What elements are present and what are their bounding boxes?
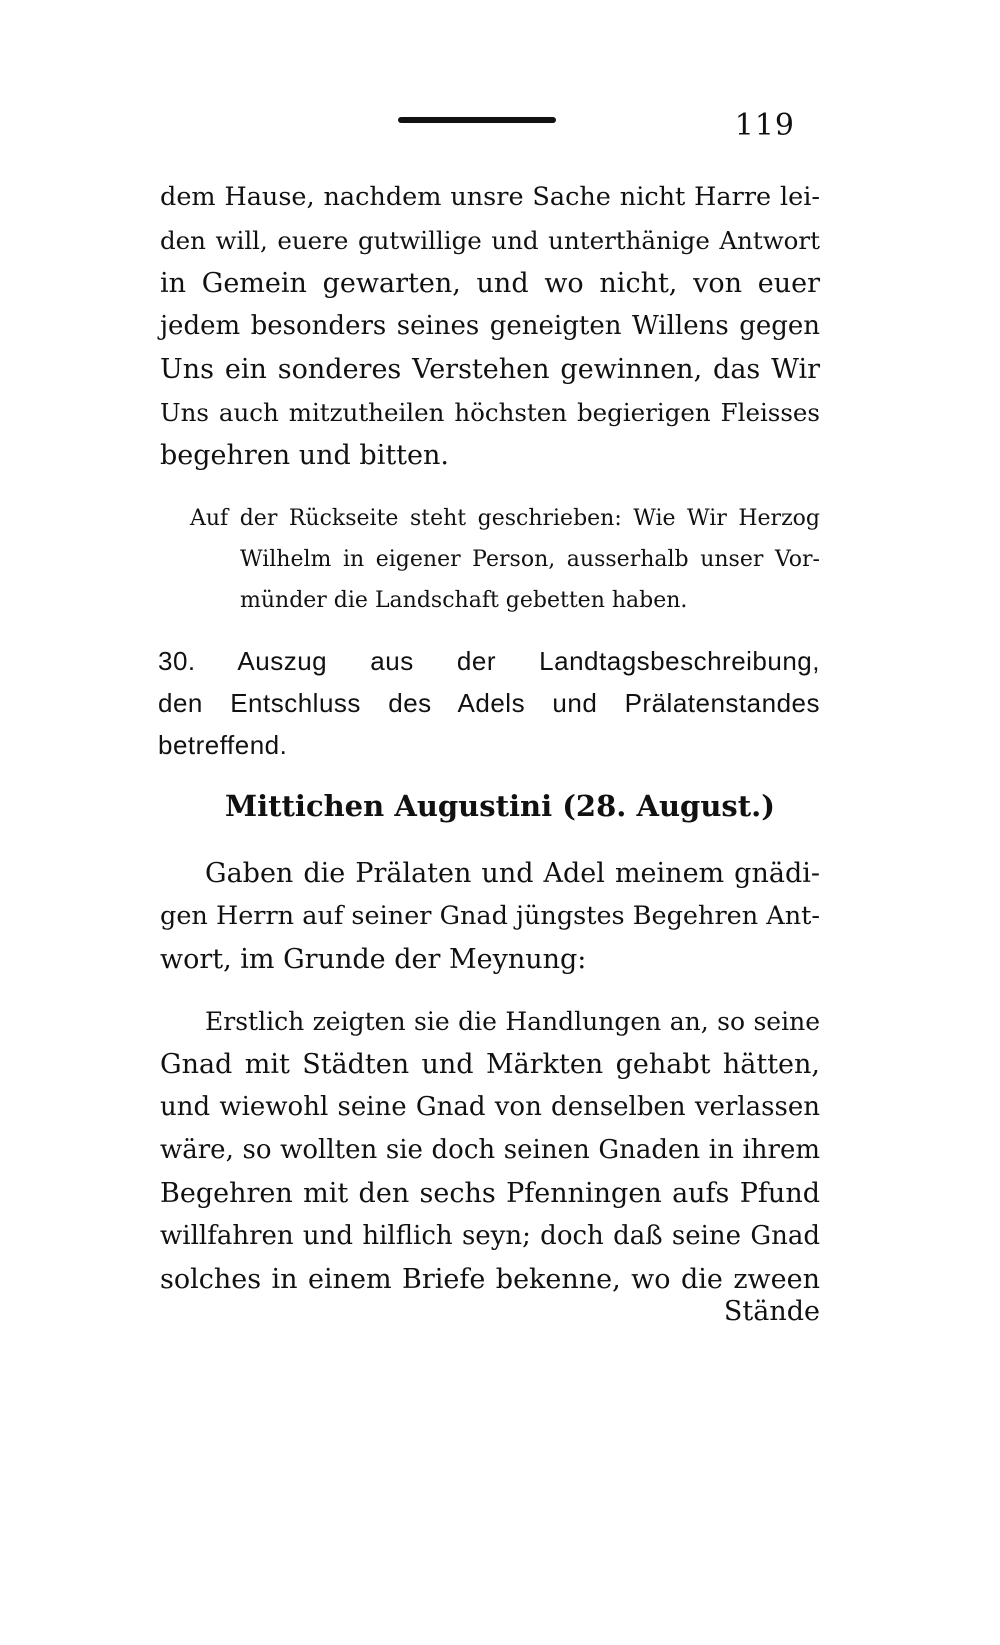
text-line: begehren und bitten.: [160, 440, 449, 471]
text-line: Begehren mit den sechs Pfenningen aufs Pfund: [160, 1178, 820, 1209]
text-line: gen Herrn auf seiner Gnad jüngstes Begehren Ant-: [160, 901, 820, 931]
text-line: jedem besonders seines geneigten Willens gegen: [160, 311, 820, 341]
note-line: Wilhelm in eigener Person, ausserhalb unser Vor-: [240, 547, 820, 572]
text-line: solches in einem Briefe bekenne, wo die zween: [160, 1264, 820, 1295]
catchword: Stände: [723, 1296, 820, 1327]
section-title-line: 30. Auszug aus der Landtagsbeschreibung,: [158, 646, 820, 676]
text-line: Gaben die Prälaten und Adel meinem gnädi-: [205, 858, 820, 889]
section-title-line: den Entschluss des Adels und Prälatenstandes: [158, 688, 820, 718]
text-line: Uns auch mitzutheilen höchsten begierigen Fleisses: [160, 398, 820, 427]
text-line: Uns ein sonderes Verstehen gewinnen, das Wir: [160, 354, 820, 385]
text-line: Erstlich zeigten sie die Handlungen an, so seine: [205, 1007, 820, 1036]
page-number: 119: [734, 108, 795, 143]
date-heading: Mittichen Augustini (28. August.): [225, 789, 775, 823]
reverse-side-note: [190, 498, 820, 621]
text-line: den will, euere gutwillige und unterthänige Antwort: [160, 226, 820, 255]
text-line: wort, im Grunde der Meynung:: [160, 944, 587, 975]
text-line: in Gemein gewarten, und wo nicht, von euer: [160, 268, 820, 299]
section-title: [158, 640, 820, 766]
header-rule: [398, 117, 556, 123]
section-title-line: betreffend.: [158, 730, 288, 760]
text-line: wäre, so wollten sie doch seinen Gnaden in ihrem: [160, 1135, 820, 1165]
note-line: Auf der Rückseite steht geschrieben: Wie Wir Herzog: [190, 506, 820, 531]
text-line: willfahren und hilflich seyn; doch daß seine Gnad: [160, 1221, 820, 1251]
note-line: münder die Landschaft gebetten haben.: [240, 588, 688, 613]
paragraph-continuation: [160, 176, 820, 477]
text-line: dem Hause, nachdem unsre Sache nicht Harre lei-: [160, 182, 820, 212]
paragraph-answer: [160, 852, 820, 981]
paragraph-first-point: [160, 1000, 820, 1301]
text-line: und wiewohl seine Gnad von denselben verlassen: [160, 1092, 820, 1122]
text-line: Gnad mit Städten und Märkten gehabt hätten,: [160, 1049, 820, 1080]
